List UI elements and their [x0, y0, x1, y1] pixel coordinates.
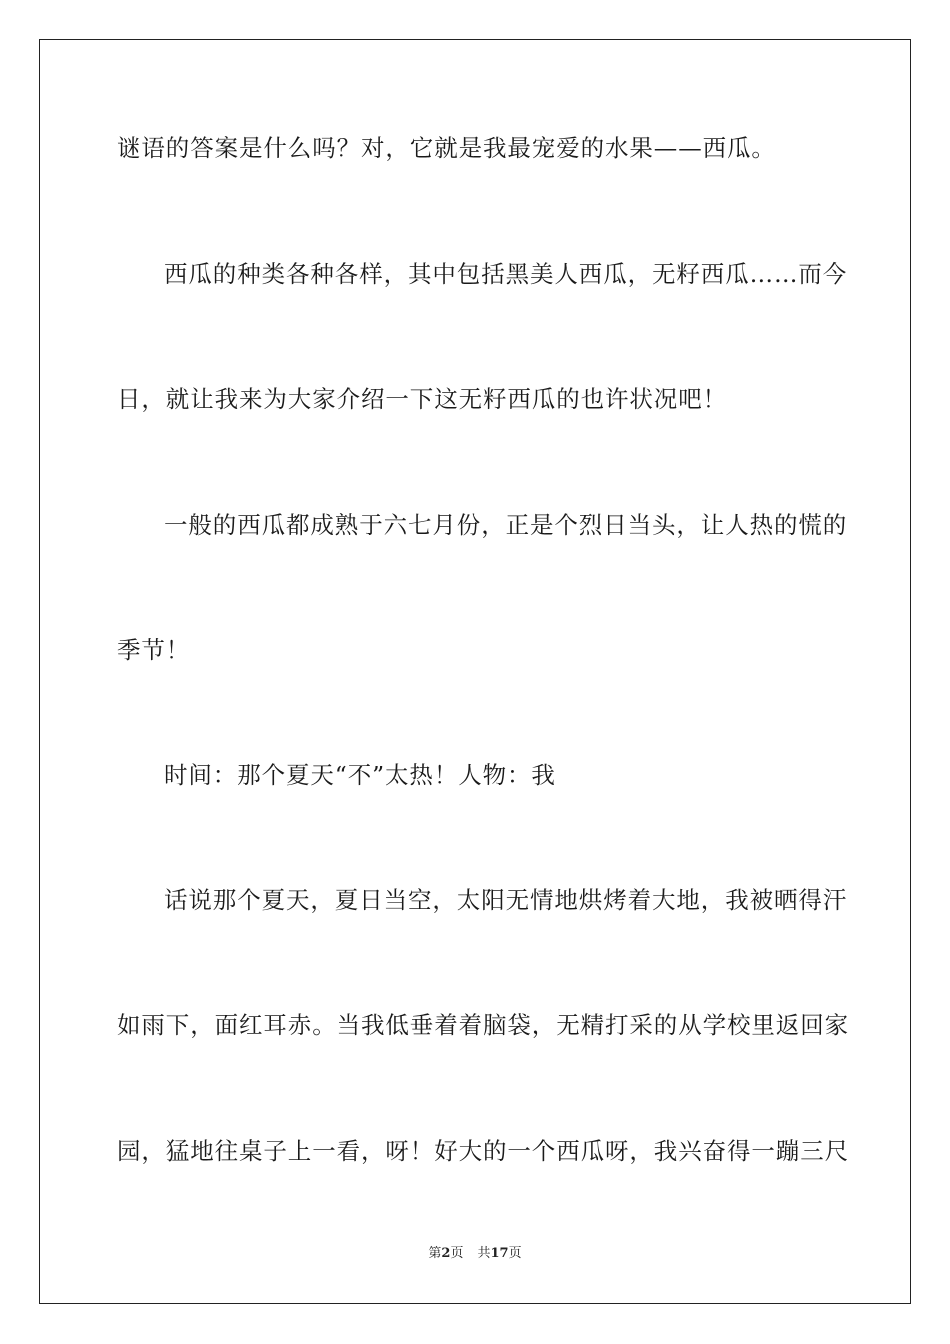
text-line-9: 园，猛地往桌子上一看，呀！好大的一个西瓜呀，我兴奋得一蹦三尺 [117, 1137, 849, 1165]
text-line-4: 一般的西瓜都成熟于六七月份，正是个烈日当头，让人热的慌的 [164, 511, 848, 539]
page-number: 2 [441, 1246, 451, 1261]
page-footer [0, 1245, 950, 1263]
text-line-6: 时间：那个夏天“不”太热！人物：我 [164, 761, 556, 789]
text-line-7: 话说那个夏天，夏日当空，太阳无情地烘烤着大地，我被晒得汗 [164, 886, 848, 914]
text-line-5: 季节！ [117, 636, 191, 664]
text-line-1: 谜语的答案是什么吗？对，它就是我最宠爱的水果——西瓜。 [117, 134, 776, 162]
page-border [39, 39, 911, 1304]
page-total: 17 [490, 1246, 509, 1261]
text-line-3: 日，就让我来为大家介绍一下这无籽西瓜的也许状况吧！ [117, 385, 727, 413]
text-line-8: 如雨下，面红耳赤。当我低垂着着脑袋，无精打采的从学校里返回家 [117, 1011, 849, 1039]
total-suffix: 页 [508, 1246, 522, 1261]
text-line-2 [164, 259, 848, 289]
page-prefix: 第 [428, 1246, 442, 1261]
total-prefix: 共 [477, 1246, 491, 1261]
text-line-2-content: 西瓜的种类各种各样，其中包括黑美人西瓜，无籽西瓜……而今 [164, 260, 848, 288]
page-suffix: 页 [450, 1246, 464, 1261]
